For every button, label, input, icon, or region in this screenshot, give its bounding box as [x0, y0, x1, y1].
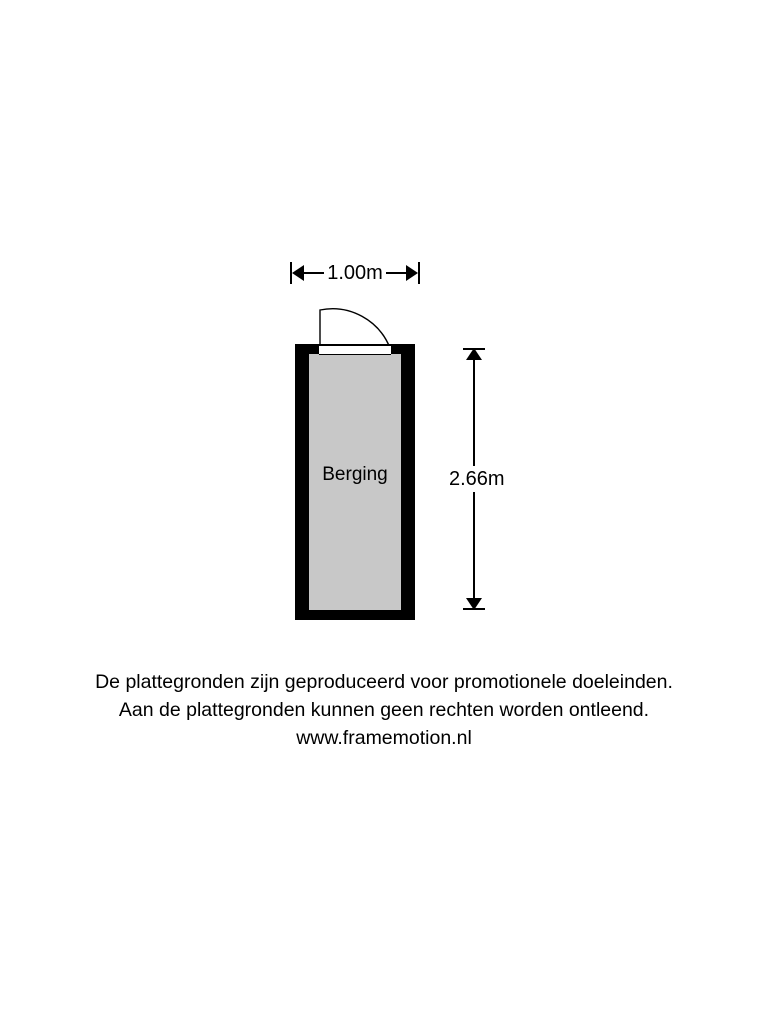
disclaimer-line-2: Aan de plattegronden kunnen geen rechten worden ontleend. [118, 699, 650, 721]
arrow-up-icon [466, 348, 482, 360]
website-url: www.framemotion.nl [296, 727, 472, 749]
arrow-left-icon [292, 265, 304, 281]
arrow-down-icon [466, 598, 482, 610]
room-label: Berging [322, 464, 388, 485]
width-dimension-label: 1.00m [327, 261, 383, 284]
height-dimension-label: 2.66m [445, 466, 509, 492]
disclaimer [0, 668, 768, 752]
arrow-right-icon [406, 265, 418, 281]
width-dimension [290, 258, 420, 288]
width-dimension-tick-right [418, 262, 420, 284]
disclaimer-line-1: De plattegronden zijn geproduceerd voor promotionele doeleinden. [95, 671, 673, 693]
door-opening [319, 345, 391, 355]
